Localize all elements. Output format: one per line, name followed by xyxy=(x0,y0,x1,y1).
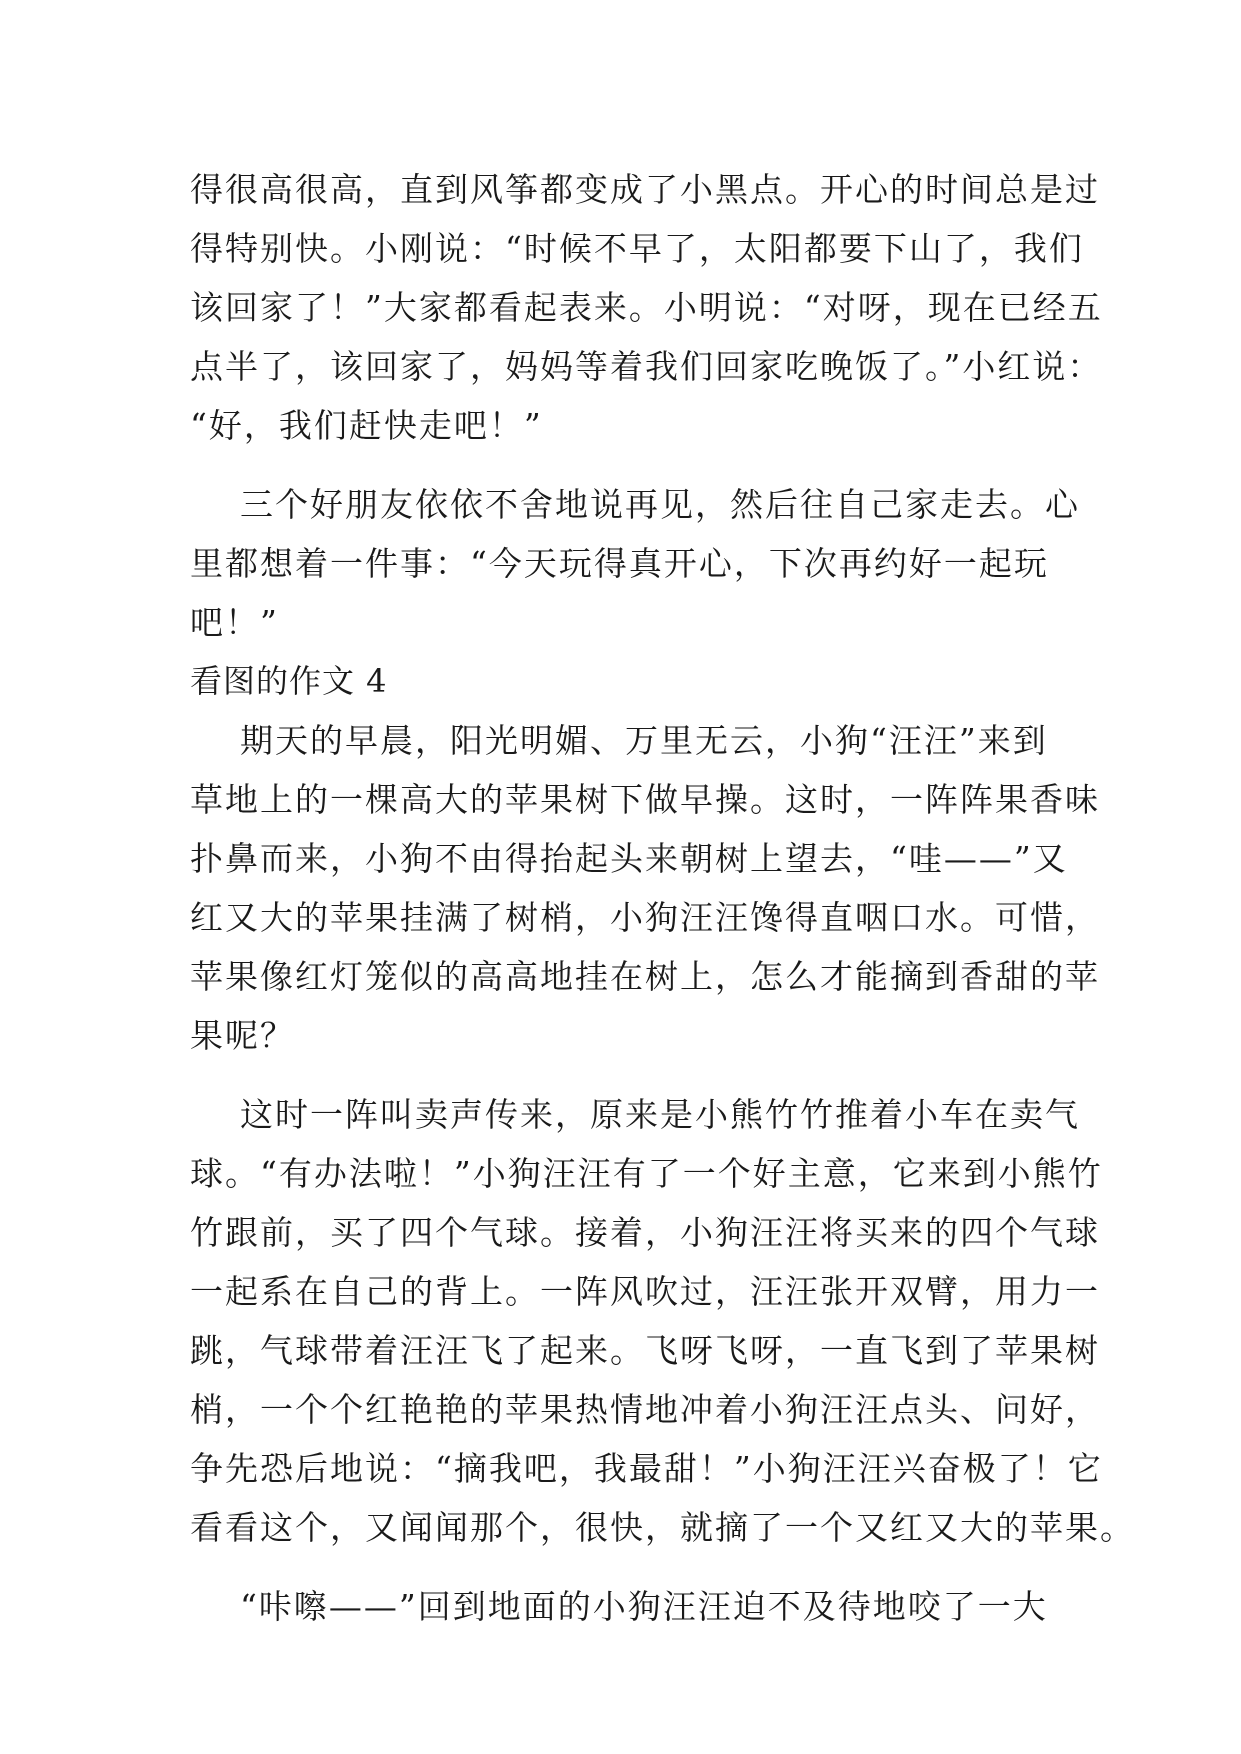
text-line: 跳，气球带着汪汪飞了起来。飞呀飞呀，一直飞到了苹果树 xyxy=(190,1331,1100,1370)
paragraph xyxy=(190,711,1100,1065)
paragraph xyxy=(190,1577,1080,1636)
text-line: 草地上的一棵高大的苹果树下做早操。这时，一阵阵果香味 xyxy=(190,780,1100,819)
text-line: “咔嚓——”回到地面的小狗汪汪迫不及待地咬了一大 xyxy=(190,1587,1048,1626)
text-line: 苹果像红灯笼似的高高地挂在树上，怎么才能摘到香甜的苹 xyxy=(190,957,1100,996)
text-line: 一起系在自己的背上。一阵风吹过，汪汪张开双臂，用力一 xyxy=(190,1272,1100,1311)
text-line: 该回家了！”大家都看起表来。小明说：“对呀，现在已经五 xyxy=(190,288,1103,327)
text-line: 红又大的苹果挂满了树梢，小狗汪汪馋得直咽口水。可惜， xyxy=(190,898,1100,937)
paragraph-gap xyxy=(190,1557,1080,1577)
text-line: “好，我们赶快走吧！” xyxy=(190,406,543,445)
document-body xyxy=(190,160,1135,1636)
paragraph-gap xyxy=(190,455,1080,475)
paragraph-gap xyxy=(190,1065,1080,1085)
text-line: 点半了，该回家了，妈妈等着我们回家吃晚饭了。”小红说： xyxy=(190,347,1103,386)
text-line: 得特别快。小刚说：“时候不早了，太阳都要下山了，我们 xyxy=(190,229,1084,268)
text-line: 扑鼻而来，小狗不由得抬起头来朝树上望去，“哇——”又 xyxy=(190,839,1068,878)
text-line: 这时一阵叫卖声传来，原来是小熊竹竹推着小车在卖气 xyxy=(190,1095,1080,1134)
paragraph xyxy=(190,160,1103,455)
text-line: 球。“有办法啦！”小狗汪汪有了一个好主意，它来到小熊竹 xyxy=(190,1154,1103,1193)
text-line: 三个好朋友依依不舍地说再见，然后往自己家走去。心 xyxy=(190,485,1080,524)
text-line: 得很高很高，直到风筝都变成了小黑点。开心的时间总是过 xyxy=(190,170,1100,209)
text-line: 里都想着一件事：“今天玩得真开心，下次再约好一起玩 xyxy=(190,544,1049,583)
text-line: 吧！” xyxy=(190,603,279,642)
paragraph xyxy=(190,1085,1135,1557)
text-line: 看看这个，又闻闻那个，很快，就摘了一个又红又大的苹果。 xyxy=(190,1508,1135,1547)
text-line: 期天的早晨，阳光明媚、万里无云，小狗“汪汪”来到 xyxy=(190,721,1048,760)
paragraph xyxy=(190,475,1080,652)
text-line: 争先恐后地说：“摘我吧，我最甜！”小狗汪汪兴奋极了！它 xyxy=(190,1449,1103,1488)
section-heading xyxy=(190,652,1080,711)
text-line: 果呢？ xyxy=(190,1016,295,1055)
text-line: 看图的作文 4 xyxy=(190,662,388,700)
text-line: 梢，一个个红艳艳的苹果热情地冲着小狗汪汪点头、问好， xyxy=(190,1390,1100,1429)
text-line: 竹跟前，买了四个气球。接着，小狗汪汪将买来的四个气球 xyxy=(190,1213,1100,1252)
